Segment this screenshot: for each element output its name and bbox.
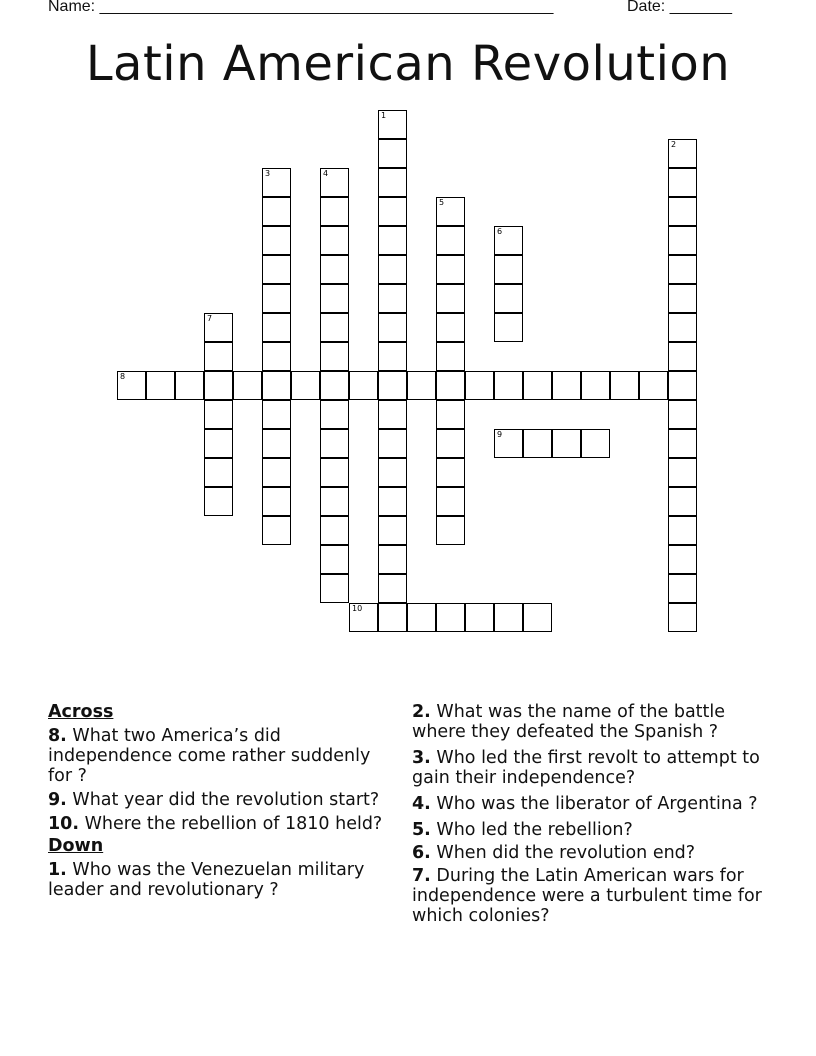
crossword-cell[interactable] [436, 429, 465, 458]
crossword-cell[interactable] [262, 255, 291, 284]
crossword-cell[interactable] [262, 284, 291, 313]
crossword-cell[interactable] [378, 603, 407, 632]
crossword-cell[interactable] [378, 284, 407, 313]
clue-number-label: 7 [207, 314, 213, 323]
clue-number: 4. [412, 794, 431, 814]
crossword-cell[interactable] [204, 371, 233, 400]
crossword-cell[interactable] [668, 313, 697, 342]
clue-text: Who was the Venezuelan military leader and revolutionary ? [48, 860, 365, 900]
crossword-cell[interactable] [668, 255, 697, 284]
crossword-cell[interactable] [378, 545, 407, 574]
crossword-cell[interactable] [320, 458, 349, 487]
crossword-cell[interactable] [668, 429, 697, 458]
clue-number-label: 5 [439, 198, 445, 207]
crossword-cell[interactable] [407, 371, 436, 400]
clue-number-label: 6 [497, 227, 503, 236]
crossword-cell[interactable] [436, 255, 465, 284]
clue-text: What two America’s did independence come rather suddenly for ? [48, 726, 371, 786]
crossword-cell[interactable] [436, 458, 465, 487]
crossword-cell[interactable] [552, 371, 581, 400]
crossword-cell[interactable] [668, 545, 697, 574]
crossword-cell[interactable] [349, 371, 378, 400]
crossword-cell[interactable] [436, 516, 465, 545]
clue-text: What year did the revolution start? [72, 790, 380, 810]
crossword-cell[interactable] [262, 487, 291, 516]
crossword-cell[interactable] [668, 516, 697, 545]
crossword-cell[interactable] [494, 255, 523, 284]
crossword-cell[interactable] [262, 313, 291, 342]
clue-number-label: 1 [381, 111, 387, 120]
crossword-cell[interactable] [320, 487, 349, 516]
crossword-cell[interactable] [494, 371, 523, 400]
clue-number: 6. [412, 843, 431, 863]
crossword-cell[interactable] [378, 226, 407, 255]
crossword-cell[interactable] [465, 603, 494, 632]
crossword-cell[interactable] [320, 371, 349, 400]
clue-number-label: 3 [265, 169, 271, 178]
crossword-cell[interactable] [436, 313, 465, 342]
clue-number: 1. [48, 860, 67, 880]
crossword-cell[interactable] [117, 371, 146, 400]
crossword-cell[interactable] [262, 458, 291, 487]
crossword-cell[interactable] [668, 574, 697, 603]
crossword-cell[interactable] [349, 603, 378, 632]
crossword-cell[interactable] [436, 603, 465, 632]
crossword-cell[interactable] [494, 226, 523, 255]
crossword-cell[interactable] [610, 371, 639, 400]
crossword-cell[interactable] [494, 603, 523, 632]
crossword-cell[interactable] [262, 516, 291, 545]
crossword-cell[interactable] [378, 371, 407, 400]
crossword-cell[interactable] [436, 284, 465, 313]
crossword-cell[interactable] [668, 458, 697, 487]
crossword-cell[interactable] [668, 226, 697, 255]
crossword-cell[interactable] [378, 429, 407, 458]
clue-text: Who was the liberator of Argentina ? [436, 794, 758, 814]
crossword-cell[interactable] [668, 342, 697, 371]
clue-number: 10. [48, 814, 80, 834]
crossword-cell[interactable] [262, 371, 291, 400]
crossword-cell[interactable] [436, 487, 465, 516]
crossword-cell[interactable] [494, 429, 523, 458]
clue-down-2 [412, 702, 772, 742]
crossword-cell[interactable] [436, 226, 465, 255]
crossword-cell[interactable] [378, 197, 407, 226]
crossword-cell[interactable] [465, 371, 494, 400]
crossword-cell[interactable] [204, 487, 233, 516]
crossword-cell[interactable] [320, 400, 349, 429]
crossword-cell[interactable] [639, 371, 668, 400]
clue-text: Where the rebellion of 1810 held? [84, 814, 383, 834]
crossword-cell[interactable] [320, 574, 349, 603]
clue-number: 3. [412, 748, 431, 768]
crossword-cell[interactable] [320, 255, 349, 284]
clues-right-column [412, 702, 772, 930]
crossword-cell[interactable] [378, 342, 407, 371]
crossword-cell[interactable] [581, 371, 610, 400]
clue-text: During the Latin American wars for independence were a turbulent time for which colonies? [412, 866, 762, 926]
crossword-cell[interactable] [436, 197, 465, 226]
clue-number: 5. [412, 820, 431, 840]
crossword-cell[interactable] [204, 400, 233, 429]
crossword-cell[interactable] [320, 516, 349, 545]
crossword-cell[interactable] [668, 371, 697, 400]
crossword-cell[interactable] [552, 429, 581, 458]
crossword-cell[interactable] [175, 371, 204, 400]
clues-left-column [48, 702, 398, 904]
date-field-label: Date: _______ [627, 0, 732, 15]
crossword-cell[interactable] [320, 197, 349, 226]
clue-across-8 [48, 726, 398, 786]
page-title: Latin American Revolution [85, 36, 731, 92]
crossword-cell[interactable] [668, 197, 697, 226]
clue-down-7 [412, 866, 772, 926]
clue-number-label: 8 [120, 372, 126, 381]
crossword-cell[interactable] [262, 168, 291, 197]
clue-down-4 [412, 794, 772, 814]
crossword-cell[interactable] [581, 429, 610, 458]
crossword-cell[interactable] [204, 458, 233, 487]
clue-down-1 [48, 860, 398, 900]
crossword-cell[interactable] [378, 110, 407, 139]
clue-number: 2. [412, 702, 431, 722]
crossword-cell[interactable] [523, 371, 552, 400]
crossword-cell[interactable] [378, 255, 407, 284]
crossword-cell[interactable] [523, 603, 552, 632]
crossword-cell[interactable] [204, 429, 233, 458]
crossword-cell[interactable] [262, 400, 291, 429]
clue-text: Who led the rebellion? [436, 820, 633, 840]
clue-number-label: 10 [352, 604, 363, 613]
clue-text: When did the revolution end? [436, 843, 696, 863]
down-heading: Down [48, 836, 104, 856]
crossword-cell[interactable] [494, 313, 523, 342]
crossword-cell[interactable] [320, 342, 349, 371]
crossword-cell[interactable] [320, 284, 349, 313]
crossword-cell[interactable] [378, 516, 407, 545]
clue-across-9 [48, 790, 398, 810]
crossword-cell[interactable] [320, 429, 349, 458]
crossword-cell[interactable] [668, 603, 697, 632]
crossword-cell[interactable] [146, 371, 175, 400]
crossword-cell[interactable] [378, 313, 407, 342]
clue-number-label: 4 [323, 169, 329, 178]
crossword-cell[interactable] [668, 139, 697, 168]
crossword-cell[interactable] [291, 371, 320, 400]
crossword-cell[interactable] [378, 139, 407, 168]
clue-down-6 [412, 843, 772, 863]
crossword-cell[interactable] [407, 603, 436, 632]
crossword-cell[interactable] [320, 226, 349, 255]
crossword-cell[interactable] [494, 284, 523, 313]
crossword-cell[interactable] [204, 313, 233, 342]
clue-across-10 [48, 814, 398, 834]
clue-down-3 [412, 748, 772, 788]
crossword-cell[interactable] [262, 226, 291, 255]
crossword-cell[interactable] [320, 168, 349, 197]
crossword-cell[interactable] [378, 574, 407, 603]
clue-down-5 [412, 820, 772, 840]
crossword-cell[interactable] [668, 400, 697, 429]
clue-text: Who led the first revolt to attempt to gain their independence? [412, 748, 760, 788]
clue-number: 7. [412, 866, 431, 886]
clue-number: 8. [48, 726, 67, 746]
crossword-cell[interactable] [204, 342, 233, 371]
crossword-cell[interactable] [262, 429, 291, 458]
crossword-cell[interactable] [668, 487, 697, 516]
crossword-cell[interactable] [233, 371, 262, 400]
crossword-cell[interactable] [378, 487, 407, 516]
crossword-cell[interactable] [436, 342, 465, 371]
crossword-cell[interactable] [320, 545, 349, 574]
crossword-cell[interactable] [523, 429, 552, 458]
crossword-cell[interactable] [378, 458, 407, 487]
crossword-cell[interactable] [262, 197, 291, 226]
clue-text: What was the name of the battle where they defeated the Spanish ? [412, 702, 726, 742]
clue-number: 9. [48, 790, 67, 810]
crossword-cell[interactable] [320, 313, 349, 342]
across-heading: Across [48, 702, 114, 722]
crossword-cell[interactable] [668, 284, 697, 313]
crossword-cell[interactable] [378, 168, 407, 197]
crossword-cell[interactable] [436, 400, 465, 429]
clue-number-label: 2 [671, 140, 677, 149]
crossword-cell[interactable] [262, 342, 291, 371]
crossword-cell[interactable] [436, 371, 465, 400]
crossword-cell[interactable] [668, 168, 697, 197]
crossword-cell[interactable] [378, 400, 407, 429]
clue-number-label: 9 [497, 430, 503, 439]
name-field-label: Name: ___________________________________________________ [48, 0, 554, 15]
